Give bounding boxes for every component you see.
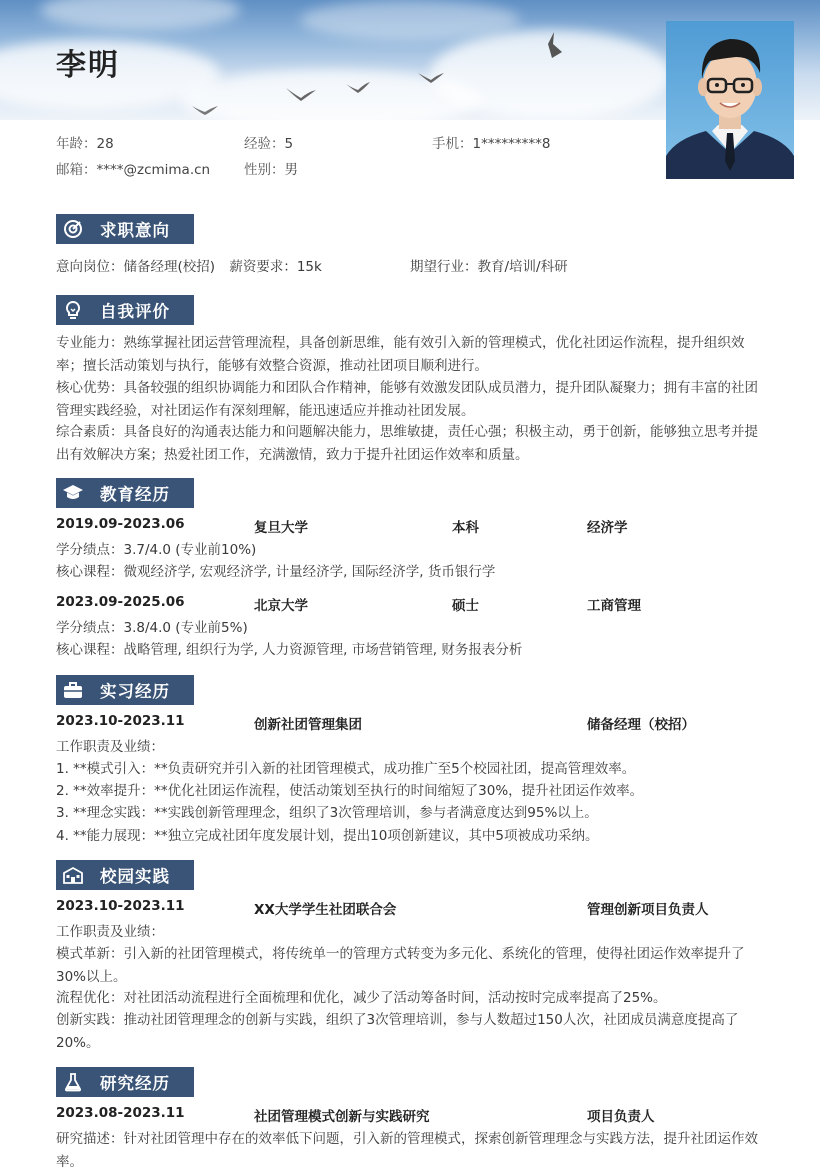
section-header-campus: 校园实践 (56, 860, 194, 890)
info-gender: 性别：男 (244, 162, 298, 178)
campus-paragraph: 流程优化：对社团活动流程进行全面梳理和优化，减少了活动筹备时间，活动按时完成率提高了25%。 (56, 990, 667, 1006)
bird-icon (418, 70, 444, 84)
research-row (56, 1105, 768, 1127)
section-header-internship: 实习经历 (56, 675, 194, 705)
campus-row (56, 898, 768, 920)
profile-photo (666, 21, 794, 179)
graduation-cap-icon (62, 482, 84, 504)
bird-icon (540, 30, 564, 60)
internship-role: 储备经理（校招） (587, 717, 695, 733)
internship-date: 2023.10-2023.11 (56, 713, 185, 729)
education-date: 2019.09-2023.06 (56, 516, 185, 532)
campus-paragraph: 模式革新：引入新的社团管理模式，将传统单一的管理方式转变为多元化、系统化的管理，使得社团运作效率提升了30%以上。 (56, 946, 745, 985)
info-email: 邮箱：****@zcmima.cn (56, 162, 211, 178)
research-project: 社团管理模式创新与实践研究 (254, 1109, 430, 1125)
bird-icon (192, 104, 218, 116)
campus-paragraph: 创新实践：推动社团管理理念的创新与实践，组织了3次管理培训，参与人数超过150人次，社团成员满意度提高了20%。 (56, 1012, 739, 1051)
education-school: 复旦大学 (254, 520, 308, 536)
school-building-icon (62, 864, 84, 886)
education-date: 2023.09-2025.06 (56, 594, 185, 610)
flask-icon (62, 1071, 84, 1093)
self-paragraph: 综合素质：具备良好的沟通表达能力和问题解决能力，思维敏捷，责任心强；积极主动，勇于创新，能够独立思考并提出有效解决方案；热爱社团工作，充满激情，致力于提升社团运作效率和质量。 (56, 424, 758, 463)
education-row (56, 594, 768, 616)
section-header-education: 教育经历 (56, 478, 194, 508)
internship-company: 创新社团管理集团 (254, 717, 362, 733)
intent-position: 意向岗位：储备经理(校招) (56, 259, 216, 275)
education-school: 北京大学 (254, 598, 308, 614)
campus-role: 管理创新项目负责人 (587, 902, 709, 918)
candidate-name: 李明 (56, 48, 120, 83)
research-role: 项目负责人 (587, 1109, 655, 1125)
info-age: 年龄：28 (56, 136, 114, 152)
education-degree: 硕士 (452, 598, 479, 614)
briefcase-icon (62, 679, 84, 701)
education-major: 经济学 (587, 520, 628, 536)
education-row (56, 516, 768, 538)
intent-industry: 期望行业：教育/培训/科研 (410, 259, 568, 275)
education-gpa: 学分绩点：3.8/4.0 (专业前5%) (56, 620, 248, 636)
lightbulb-icon (62, 299, 84, 321)
internship-label: 工作职责及业绩： (56, 739, 164, 755)
internship-item: 3. **理念实践：**实践创新管理理念，组织了3次管理培训，参与者满意度达到95%以上。 (56, 805, 598, 821)
info-experience: 经验：5 (244, 136, 294, 152)
internship-item: 1. **模式引入：**负责研究并引入新的社团管理模式，成功推广至5个校园社团，提高管理效率。 (56, 761, 636, 777)
research-desc: 研究描述：针对社团管理中存在的效率低下问题，引入新的管理模式，探索创新管理理念与实践方法，提升社团运作效率。 (56, 1131, 758, 1170)
target-icon (62, 218, 84, 240)
education-courses: 核心课程：微观经济学, 宏观经济学, 计量经济学, 国际经济学, 货币银行学 (56, 564, 496, 580)
campus-date: 2023.10-2023.11 (56, 898, 185, 914)
self-paragraph: 核心优势：具备较强的组织协调能力和团队合作精神，能够有效激发团队成员潜力，提升团队凝聚力；拥有丰富的社团管理实践经验，对社团运作有深刻理解，能迅速适应并推动社团发展。 (56, 380, 758, 419)
section-header-research: 研究经历 (56, 1067, 194, 1097)
internship-item: 4. **能力展现：**独立完成社团年度发展计划，提出10项创新建议，其中5项被成功采纳。 (56, 828, 599, 844)
section-header-self: 自我评价 (56, 295, 194, 325)
internship-row (56, 713, 768, 735)
intent-salary: 薪资要求：15k (229, 259, 322, 275)
research-date: 2023.08-2023.11 (56, 1105, 185, 1121)
campus-label: 工作职责及业绩： (56, 924, 164, 940)
campus-org: XX大学学生社团联合会 (254, 902, 397, 918)
bird-icon (286, 86, 316, 102)
info-phone: 手机：1*********8 (432, 136, 551, 152)
self-paragraph: 专业能力：熟练掌握社团运营管理流程，具备创新思维，能有效引入新的管理模式，优化社团运作流程，提升组织效率；擅长活动策划与执行，能够有效整合资源，推动社团项目顺利进行。 (56, 335, 745, 374)
education-degree: 本科 (452, 520, 479, 536)
internship-item: 2. **效率提升：**优化社团运作流程，使活动策划至执行的时间缩短了30%，提升社团运作效率。 (56, 783, 644, 799)
section-header-intent: 求职意向 (56, 214, 194, 244)
education-major: 工商管理 (587, 598, 641, 614)
intent-row (56, 256, 768, 278)
education-courses: 核心课程：战略管理, 组织行为学, 人力资源管理, 市场营销管理, 财务报表分析 (56, 642, 523, 658)
education-gpa: 学分绩点：3.7/4.0 (专业前10%) (56, 542, 257, 558)
bird-icon (346, 80, 370, 94)
